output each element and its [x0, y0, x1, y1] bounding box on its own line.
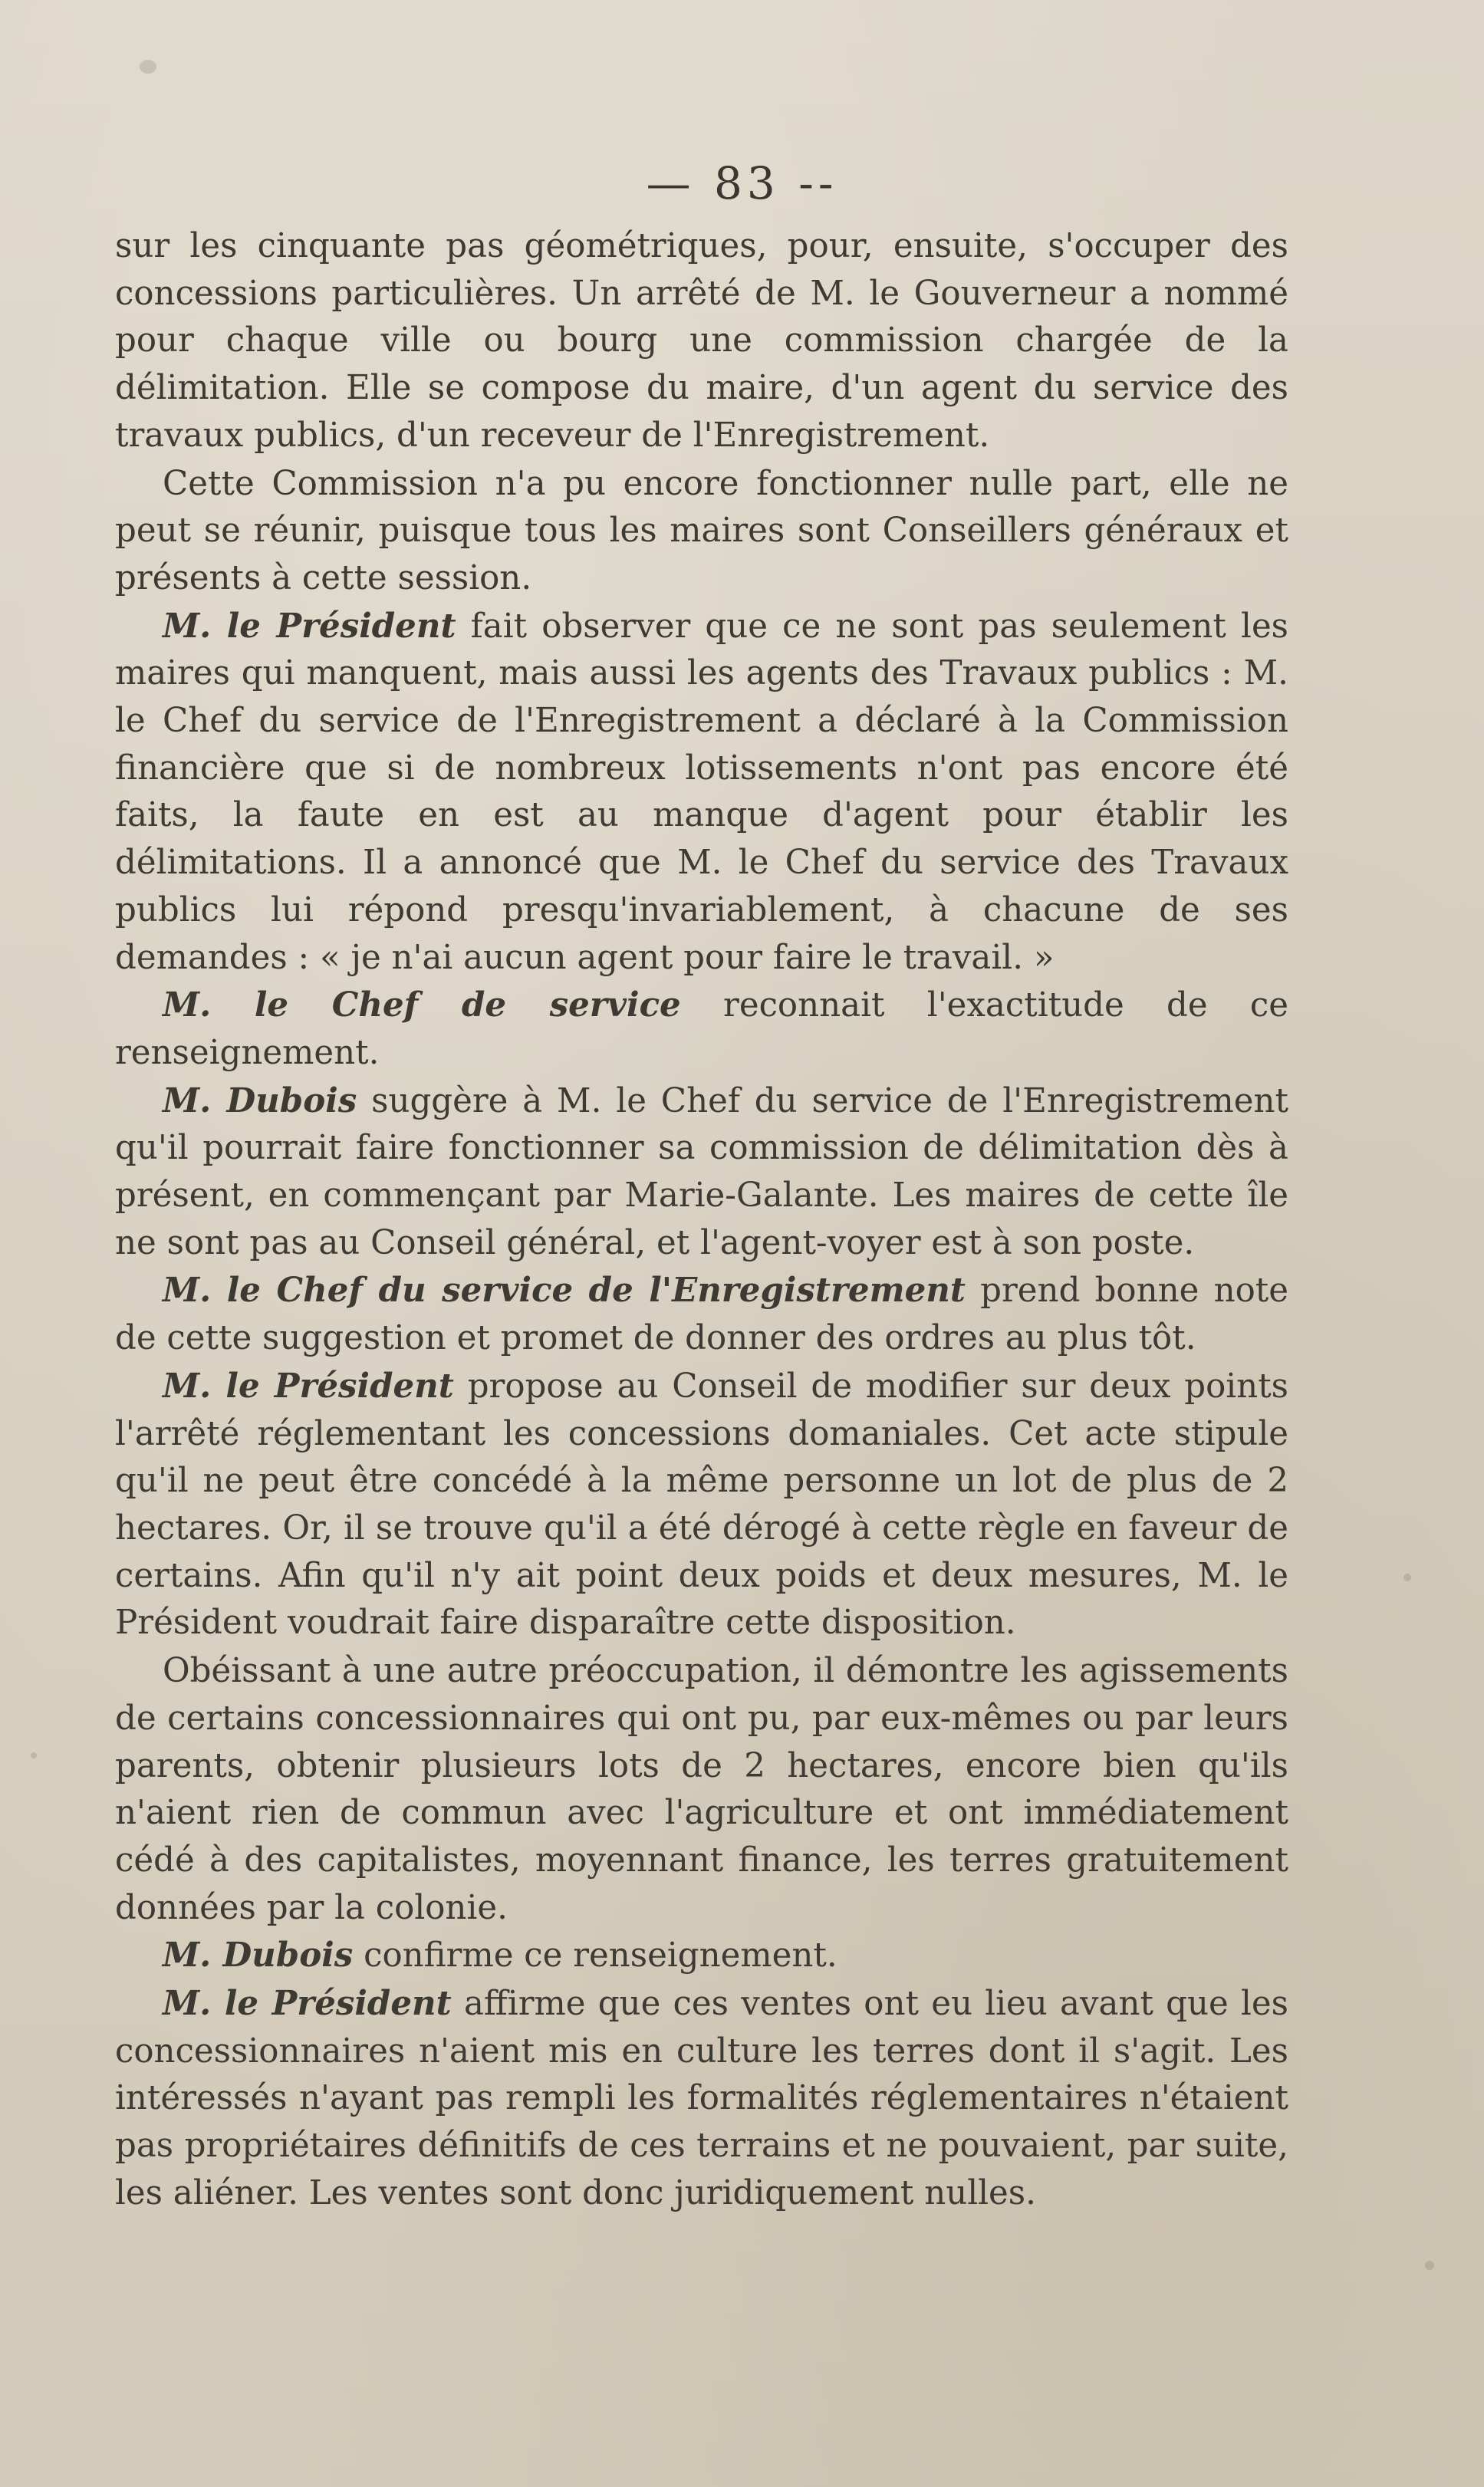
paragraph-text: Obéissant à une autre préoccupation, il démontre les agissements de certains concessionnaires qui ont pu, par eux-mêmes ou par leurs parents, obtenir plusieurs lots de 2 hectares, encore bien qu'ils n'aient rien de commun avec l'agriculture et ont immédiatement cédé à des capitalistes, moyennant finance, les terres gratuitement données par la colonie. [115, 1652, 1288, 1927]
page-number: — 83 -- [646, 157, 838, 209]
paragraph-text: suggère à M. le Chef du service de l'Enregistrement qu'il pourrait faire fonctionner sa commission de délimitation dès à présent, en commençant par Marie-Galante. Les maires de cette île ne sont pas au Conseil général, et l'agent-voyer est à son poste. [115, 1081, 1288, 1262]
paragraph-speaker: M. le Président [163, 606, 456, 646]
paragraph-text: reconnait l'exactitude de ce renseignement. [115, 986, 1288, 1072]
paragraph-speaker: M. le Président [163, 1366, 454, 1406]
paragraph-8 [115, 1647, 1288, 1932]
paragraph-text: Cette Commission n'a pu encore fonctionner nulle part, elle ne peut se réunir, puisque tous les maires sont Conseillers généraux et présents à cette session. [115, 464, 1288, 597]
paragraph-text: propose au Conseil de modifier sur deux points l'arrêté réglementant les concessions domaniales. Cet acte stipule qu'il ne peut être concédé à la même personne un lot de plus de 2 hectares. Or, il se trouve qu'il a été dérogé à cette règle en faveur de certains. Afin qu'il n'y ait point deux poids et deux mesures, M. le Président voudrait faire disparaître cette disposition. [115, 1367, 1288, 1643]
paper-speck [140, 60, 156, 74]
paragraph-text: prend bonne note de cette suggestion et promet de donner des ordres au plus tôt. [115, 1271, 1288, 1358]
paragraph-speaker: M. Dubois [163, 1081, 357, 1120]
paragraph-6 [115, 1267, 1288, 1362]
paragraph-speaker: M. le Chef du service de l'Enregistrement [163, 1271, 966, 1311]
paper-speck [1403, 1574, 1411, 1581]
paragraph-text: affirme que ces ventes ont eu lieu avant que les concessionnaires n'aient mis en culture les terres dont il s'agit. Les intéressés n'ayant pas rempli les formalités réglementaires n'étaient pas propriétaires définitifs de ces terrains et ne pouvaient, par suite, les aliéner. Les ventes sont donc juridiquement nulles. [115, 1985, 1288, 2212]
paragraph-speaker: M. le Chef de service [163, 985, 681, 1025]
paragraph-1 [115, 222, 1288, 460]
paragraph-9 [115, 1932, 1288, 1980]
paper-speck [31, 1752, 37, 1758]
paragraph-text: sur les cinquante pas géométriques, pour, ensuite, s'occuper des concessions particulières. Un arrêté de M. le Gouverneur a nommé pour chaque ville ou bourg une commission chargée de la délimitation. Elle se compose du maire, d'un agent du service des travaux publics, d'un receveur de l'Enregistrement. [115, 227, 1288, 455]
paragraph-text: fait observer que ce ne sont pas seulement les maires qui manquent, mais aussi les agents des Travaux publics : M. le Chef du service de l'Enregistrement a déclaré à la Commission financière que si de nombreux lotissements n'ont pas encore été faits, la faute en est au manque d'agent pour établir les délimitations. Il a annoncé que M. le Chef du service des Travaux publics lui répond presqu'invariablement, à chacune de ses demandes : « je n'ai aucun agent pour faire le travail. » [115, 607, 1289, 977]
paragraph-4 [115, 982, 1288, 1077]
paragraph-speaker: M. le Président [163, 1984, 452, 2024]
paragraph-5 [115, 1077, 1288, 1268]
paragraph-speaker: M. Dubois [163, 1936, 354, 1975]
paragraph-7 [115, 1363, 1288, 1647]
paper-speck [1425, 2261, 1434, 2270]
paragraph-2 [115, 460, 1288, 603]
paragraph-10 [115, 1980, 1288, 2218]
paragraph-3 [115, 603, 1288, 982]
paragraph-text: confirme ce renseignement. [353, 1936, 837, 1975]
body-text [115, 222, 1288, 2218]
